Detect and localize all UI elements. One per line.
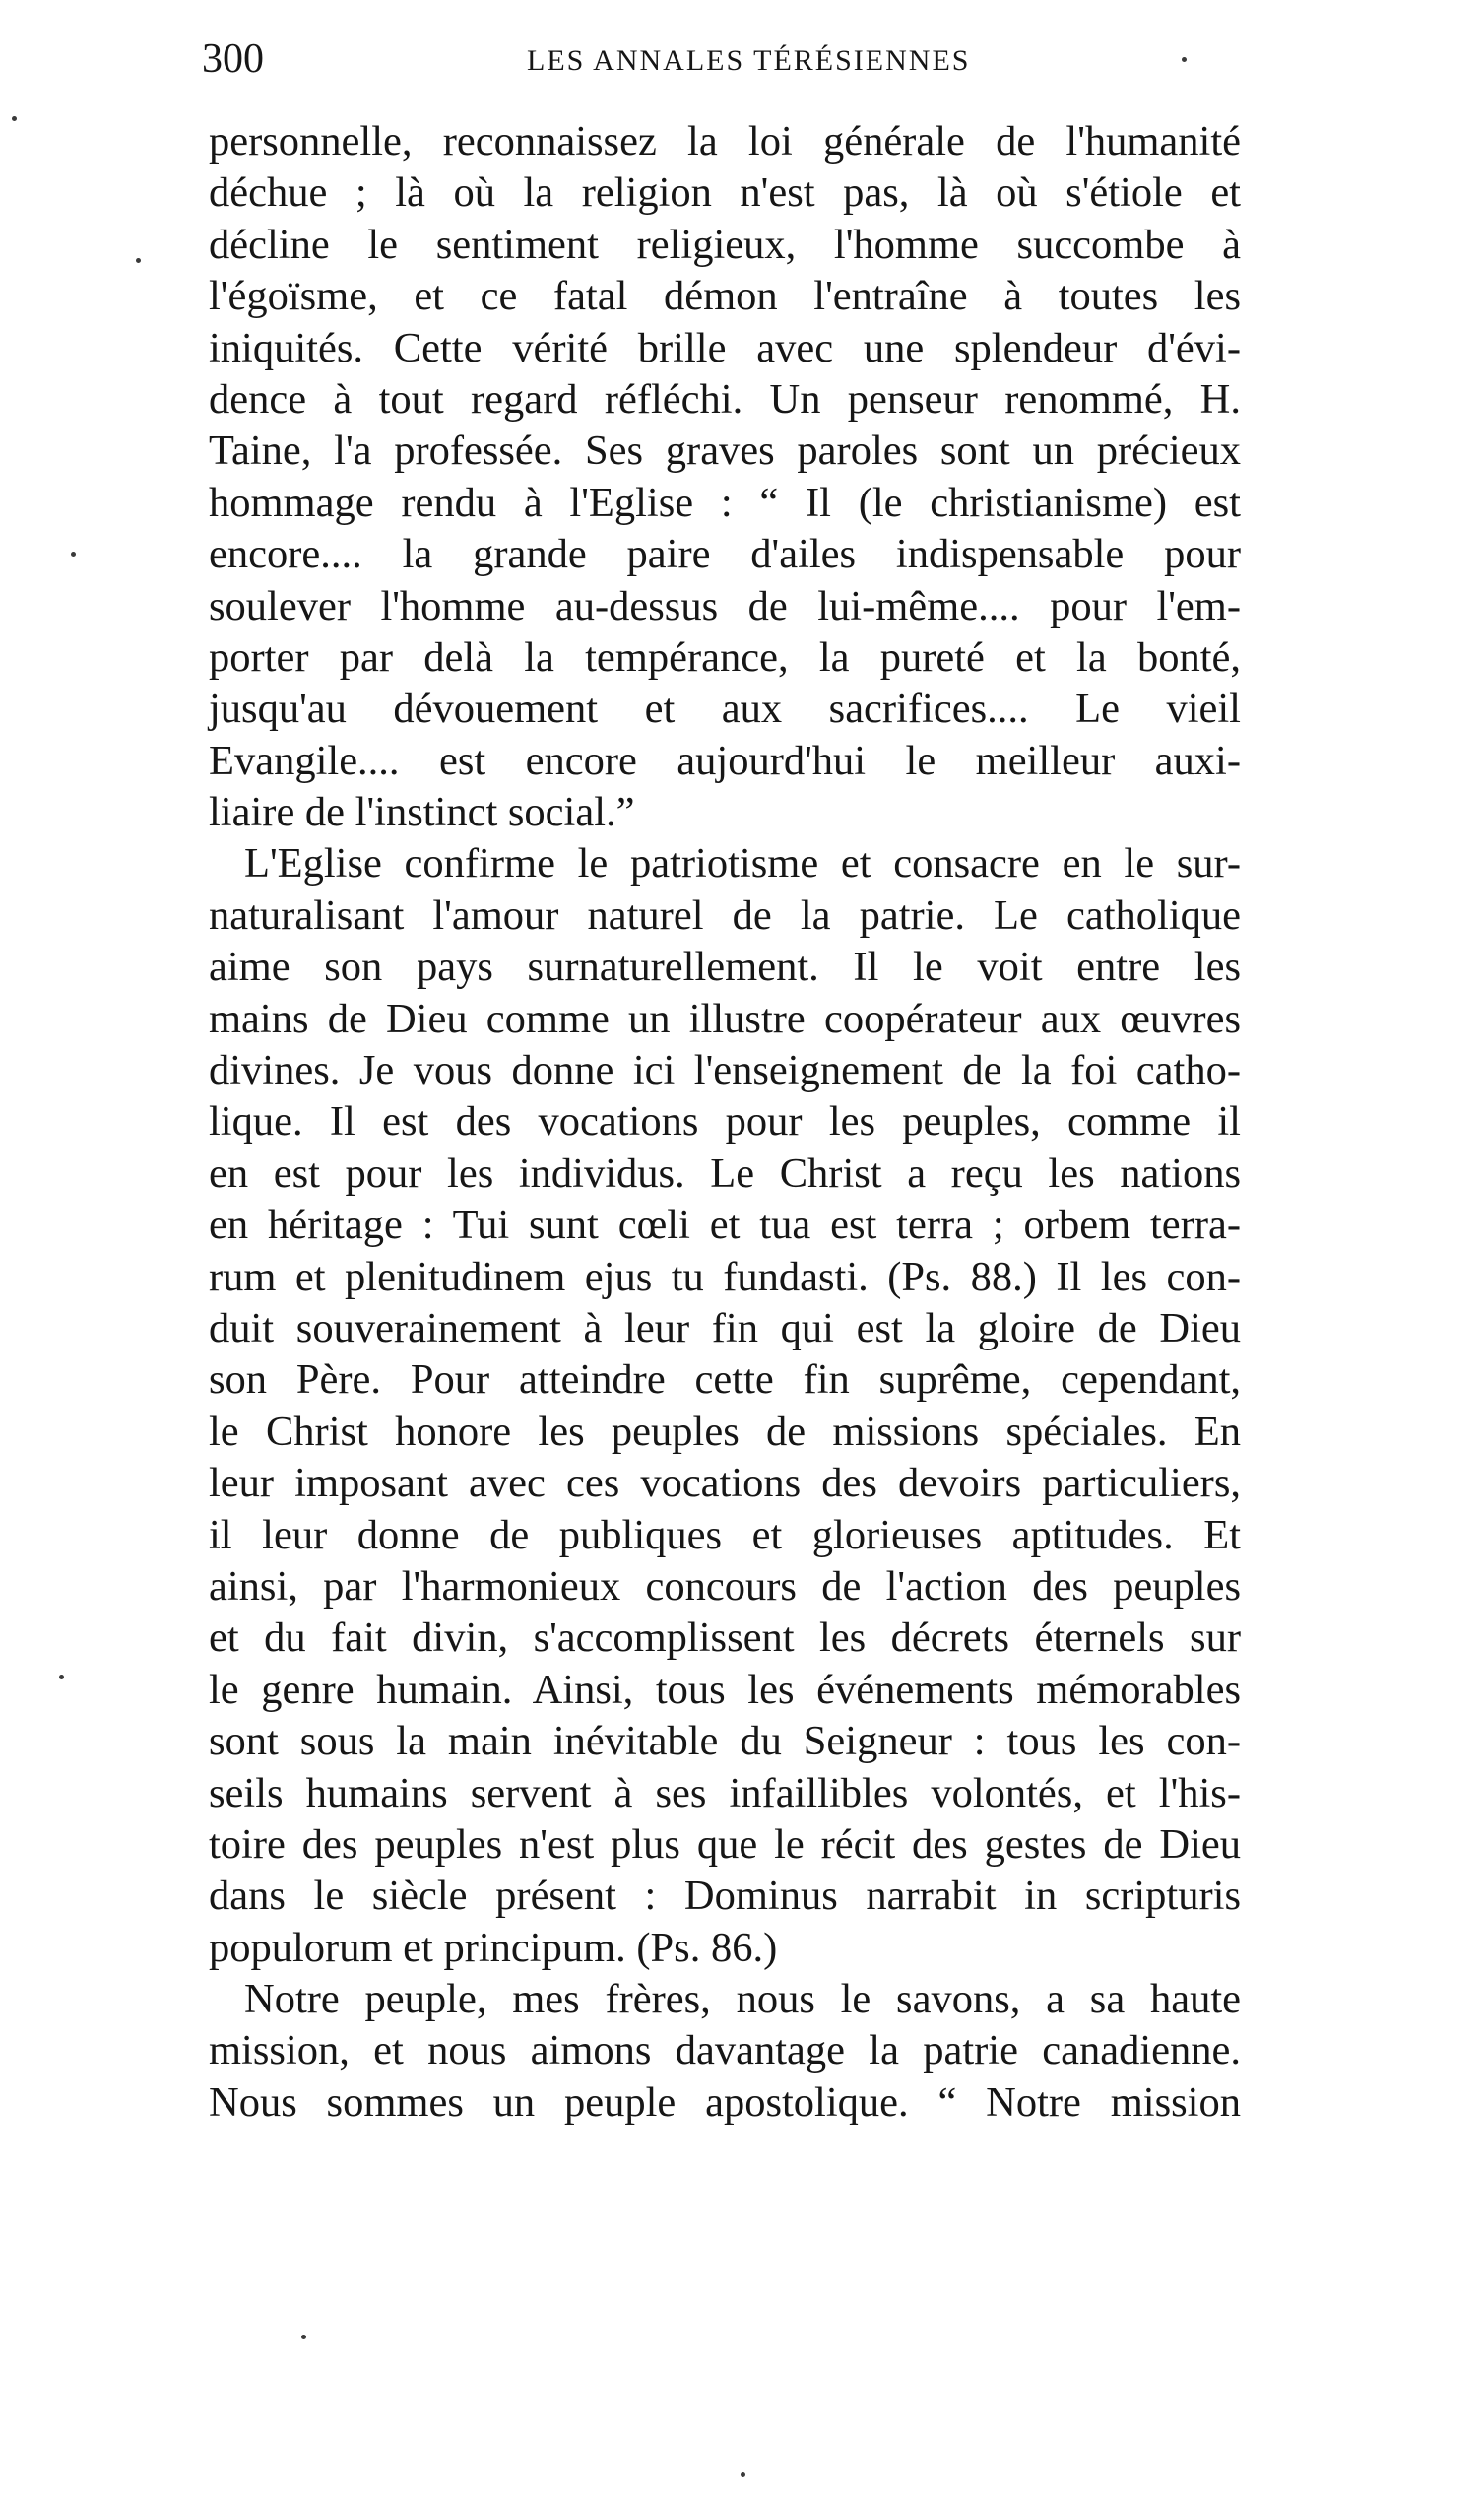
text-line: seils humains servent à ses infaillibles volontés, et l'his- [209, 1769, 1241, 1816]
text-line: aime son pays surnaturellement. Il le voit entre les [209, 944, 1241, 991]
scan-speck [741, 2472, 745, 2477]
text-line: décline le sentiment religieux, l'homme succombe à [209, 221, 1241, 268]
text-line: lique. Il est des vocations pour les peuples, comme il [209, 1098, 1241, 1146]
scan-speck [1182, 57, 1187, 62]
text-line: sont sous la main inévitable du Seigneur : tous les con- [209, 1718, 1241, 1765]
running-title: LES ANNALES TÉRÉSIENNES [527, 44, 971, 77]
text-line: populorum et principum. (Ps. 86.) [209, 1924, 778, 1971]
text-line: dence à tout regard réfléchi. Un penseur renommé, H. [209, 375, 1241, 423]
text-line: l'égoïsme, et ce fatal démon l'entraîne à toutes les [209, 273, 1241, 320]
text-line: leur imposant avec ces vocations des devoirs particuliers, [209, 1460, 1241, 1507]
text-line: son Père. Pour atteindre cette fin suprême, cependant, [209, 1356, 1241, 1404]
text-line: et du fait divin, s'accomplissent les décrets éternels sur [209, 1614, 1241, 1662]
text-line: il leur donne de publiques et glorieuses aptitudes. Et [209, 1511, 1241, 1558]
text-line: L'Eglise confirme le patriotisme et consacre en le sur- [244, 840, 1241, 888]
text-line: Taine, l'a professée. Ses graves paroles sont un précieux [209, 428, 1241, 475]
text-line: encore.... la grande paire d'ailes indispensable pour [209, 531, 1241, 578]
text-line: porter par delà la tempérance, la pureté et la bonté, [209, 633, 1241, 681]
text-line: naturalisant l'amour naturel de la patrie. Le catholique [209, 891, 1241, 939]
page-number: 300 [202, 36, 264, 82]
text-line: en est pour les individus. Le Christ a reçu les nations [209, 1150, 1241, 1197]
text-line: divines. Je vous donne ici l'enseignement de la foi catho- [209, 1047, 1241, 1094]
text-line: dans le siècle présent : Dominus narrabit in scripturis [209, 1873, 1241, 1920]
text-line: toire des peuples n'est plus que le récit des gestes de Dieu [209, 1820, 1241, 1868]
text-line: rum et plenitudinem ejus tu fundasti. (Ps. 88.) Il les con- [209, 1253, 1241, 1300]
scan-speck [71, 552, 76, 557]
text-line: soulever l'homme au-dessus de lui-même.... pour l'em- [209, 582, 1241, 629]
scan-speck [136, 258, 141, 263]
body-text [209, 116, 1241, 2129]
text-line: hommage rendu à l'Eglise : “ Il (le christianisme) est [209, 479, 1241, 526]
text-line: Notre peuple, mes frères, nous le savons, a sa haute [244, 1976, 1241, 2023]
text-line: en héritage : Tui sunt cœli et tua est terra ; orbem terra- [209, 1202, 1241, 1249]
text-line: iniquités. Cette vérité brille avec une splendeur d'évi- [209, 324, 1241, 371]
scan-speck [301, 2335, 306, 2339]
text-line: mission, et nous aimons davantage la patrie canadienne. [209, 2027, 1241, 2074]
text-line: le Christ honore les peuples de missions spéciales. En [209, 1408, 1241, 1455]
text-line: mains de Dieu comme un illustre coopérateur aux œuvres [209, 995, 1241, 1042]
text-line: déchue ; là où la religion n'est pas, là où s'étiole et [209, 169, 1241, 217]
scan-speck [59, 1675, 64, 1679]
text-line: personnelle, reconnaissez la loi générale de l'humanité [209, 118, 1241, 165]
text-line: le genre humain. Ainsi, tous les événements mémorables [209, 1666, 1241, 1713]
text-line: ainsi, par l'harmonieux concours de l'action des peuples [209, 1562, 1241, 1610]
scan-speck [12, 116, 17, 121]
text-line: duit souverainement à leur fin qui est la gloire de Dieu [209, 1304, 1241, 1351]
text-line: Nous sommes un peuple apostolique. “ Notre mission [209, 2078, 1241, 2126]
text-line: Evangile.... est encore aujourd'hui le meilleur auxi- [209, 737, 1241, 784]
running-head [202, 30, 1246, 89]
text-line: jusqu'au dévouement et aux sacrifices.... Le vieil [209, 686, 1241, 733]
text-line: liaire de l'instinct social.” [209, 789, 635, 836]
